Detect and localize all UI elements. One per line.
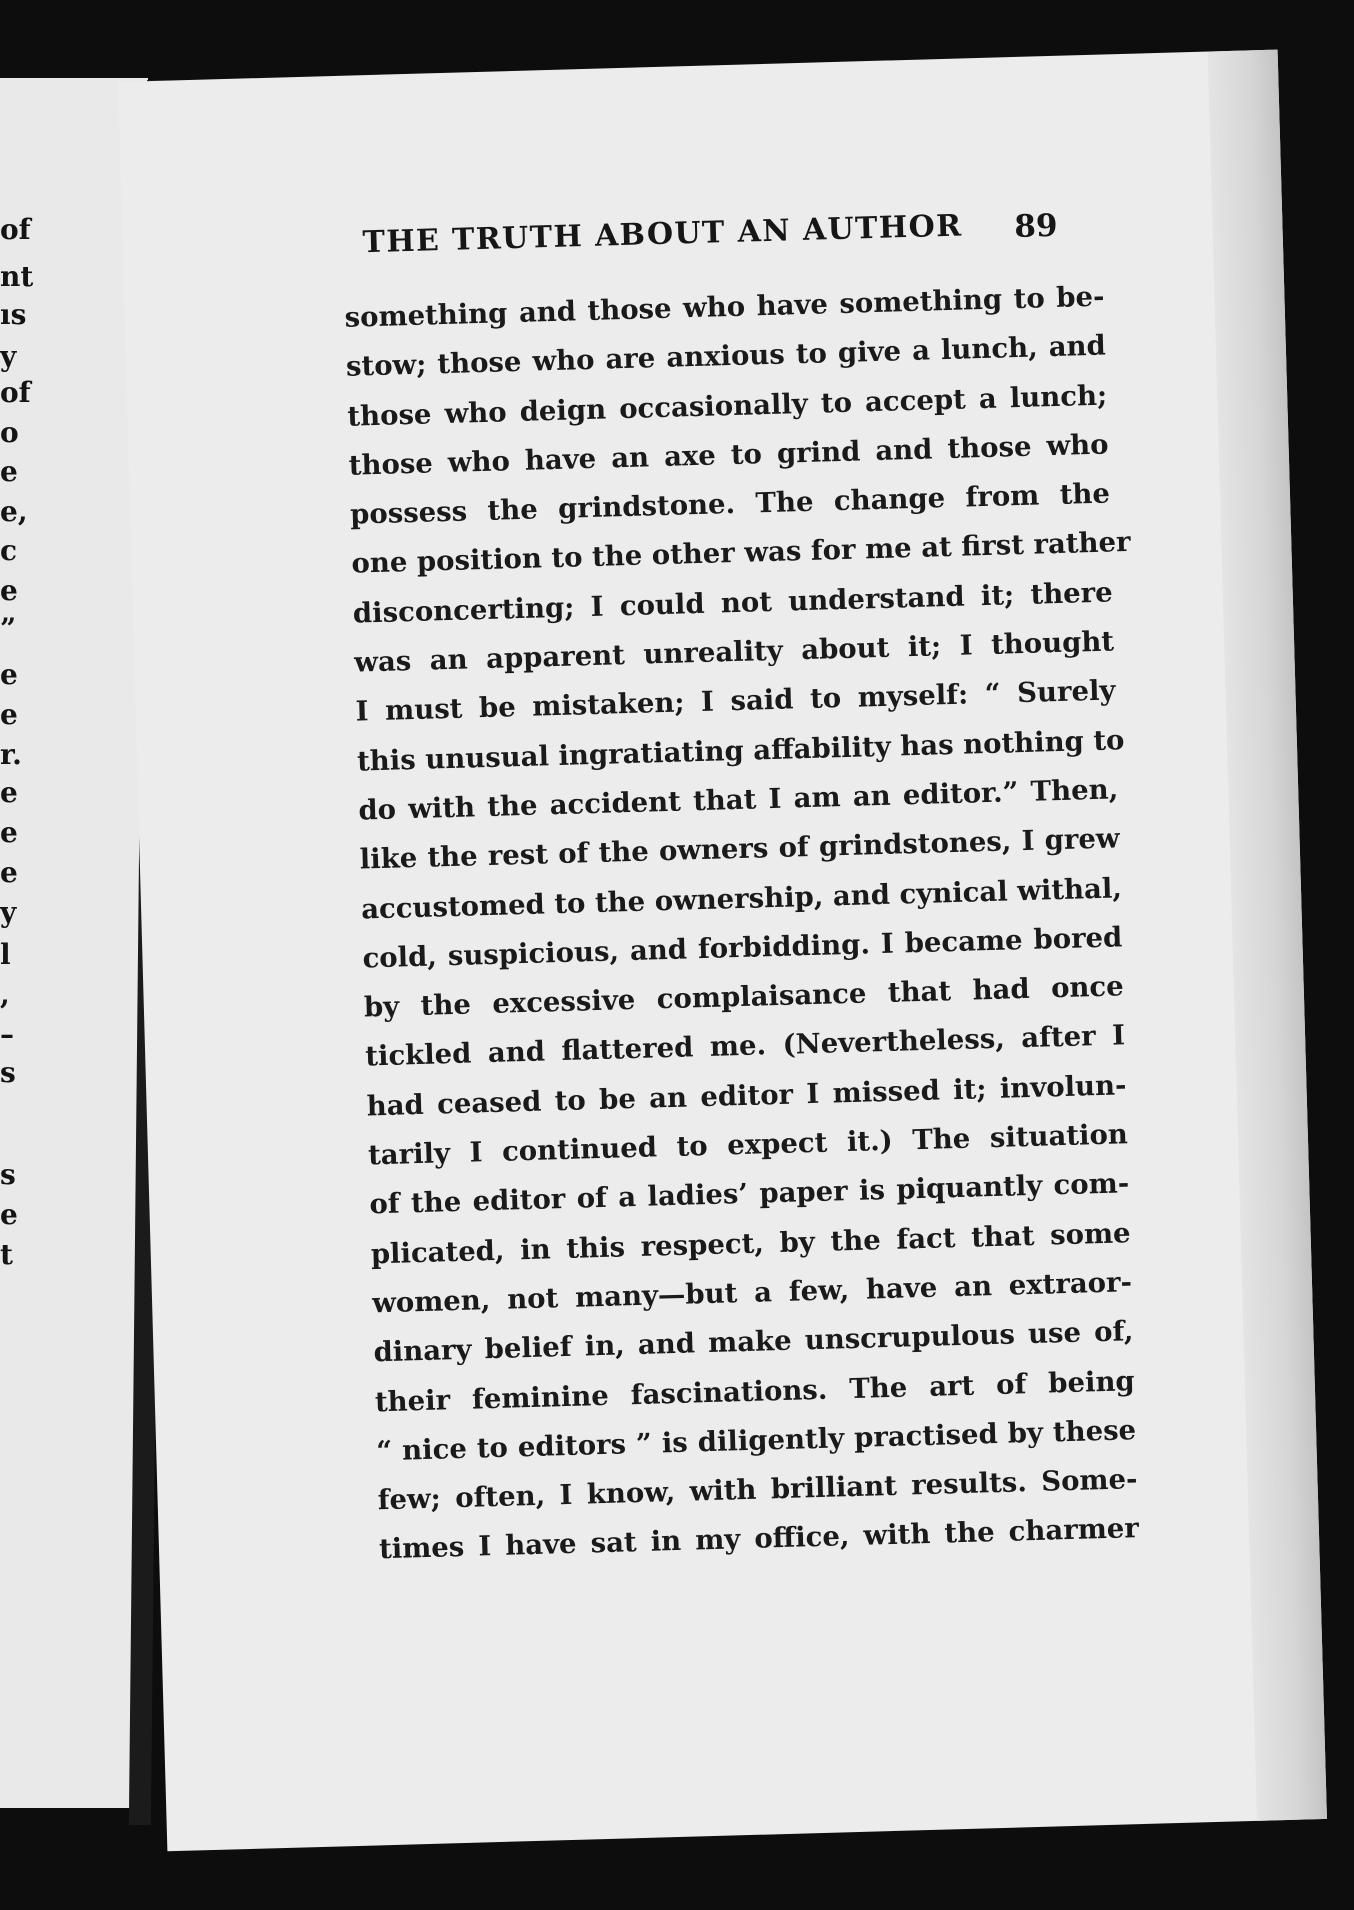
text-line: tickled and flattered me. (Nevertheless, after I (364, 1019, 1126, 1073)
left-page-fragment: e (0, 658, 18, 691)
left-page-fragment: e, (0, 495, 28, 528)
left-page-fragment: l (0, 938, 11, 971)
text-line: tarily I continued to expect it.) The situation (367, 1118, 1129, 1172)
text-line: one position to the other was for me at first rather (351, 526, 1131, 581)
text-line: by the excessive complaisance that had once (363, 970, 1125, 1024)
text-line: was an apparent unreality about it; I thought (353, 625, 1115, 679)
text-line: something and those who have something to be- (344, 280, 1105, 334)
text-line: accustomed to the ownership, and cynical withal, (360, 871, 1123, 926)
left-page-fragment: r. (0, 738, 22, 771)
text-line: those who have an axe to grind and those who (348, 428, 1109, 482)
right-page (118, 50, 1327, 1852)
left-page-fragment: , (0, 978, 10, 1011)
left-page-fragment: y (0, 340, 17, 373)
left-page-fragment: o (0, 416, 19, 449)
left-page-fragment: c (0, 534, 18, 567)
left-page-fragment: of (0, 213, 31, 246)
text-line: like the rest of the owners of grindstones, I grew (359, 822, 1120, 876)
left-page-fragment: ” (0, 612, 17, 645)
left-page-fragment: of (0, 376, 31, 409)
bottom-shadow (0, 1850, 1354, 1910)
text-line: “ nice to editors ” is diligently practised by these (375, 1413, 1137, 1468)
left-page-fragment: e (0, 816, 18, 849)
text-line: times I have sat in my office, with the charmer (378, 1512, 1140, 1566)
running-head: THE TRUTH ABOUT AN AUTHOR (362, 208, 963, 261)
left-page-fragment: – (0, 1018, 14, 1051)
text-line: possess the grindstone. The change from the (349, 477, 1111, 531)
page-number: 89 (1013, 207, 1059, 246)
text-line: I must be mistaken; I said to myself: “ Surely (355, 674, 1116, 728)
left-page-fragment: e (0, 776, 18, 809)
left-page-fragment: ıs (0, 298, 27, 331)
text-line: cold, suspicious, and forbidding. I became bored (362, 921, 1123, 975)
text-line: stow; those who are anxious to give a lunch, and (345, 329, 1107, 384)
text-line: few; often, I know, with brilliant results. Some- (377, 1463, 1138, 1517)
left-page-fragment: y (0, 896, 17, 929)
left-page-fragment: e (0, 856, 18, 889)
text-line: had ceased to be an editor I missed it; involun- (366, 1068, 1127, 1123)
left-page-fragment: e (0, 455, 18, 488)
text-line: dinary belief in, and make unscrupulous use of, (373, 1315, 1134, 1369)
body-text (344, 273, 1139, 1575)
text-line: of the editor of a ladies’ paper is piquantly com- (369, 1167, 1130, 1221)
left-page-fragment: s (0, 1056, 16, 1089)
text-line: those who deign occasionally to accept a lunch; (346, 379, 1108, 433)
text-line: their feminine fascinations. The art of being (374, 1364, 1136, 1418)
text-line: disconcerting; I could not understand it; there (352, 576, 1114, 630)
text-line: women, not many—but a few, have an extraor- (371, 1266, 1133, 1320)
left-page-fragment: t (0, 1238, 13, 1271)
left-page-fragment: nt (0, 260, 34, 293)
text-line: do with the accident that I am an editor.” Then, (357, 773, 1119, 827)
text-line: this unusual ingratiating affability has nothing to (356, 723, 1125, 778)
left-page-fragment: e (0, 574, 18, 607)
left-page-fragment: e (0, 1198, 18, 1231)
text-line: plicated, in this respect, by the fact that some (370, 1216, 1131, 1271)
page-edge (1208, 50, 1327, 1821)
left-page-fragment: e (0, 698, 18, 731)
left-page-fragment: s (0, 1158, 16, 1191)
